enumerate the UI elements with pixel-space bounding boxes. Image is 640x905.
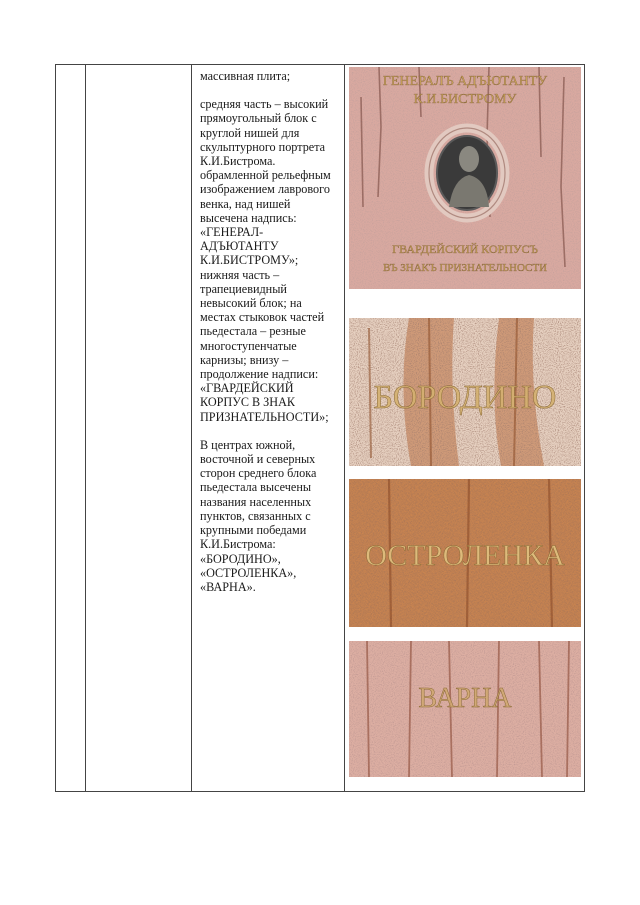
photo1-top-inscription-line1: ГЕНЕРАЛЪ АДЪЮТАНТУ xyxy=(382,74,548,89)
photo-ostrolenka xyxy=(349,479,581,627)
photo2-inscription: БОРОДИНО xyxy=(373,379,557,416)
portrait-medallion-icon xyxy=(437,136,497,210)
description-paragraph-1: массивная плита; xyxy=(200,69,291,83)
description-cell xyxy=(200,69,340,608)
photo-portrait-medallion xyxy=(349,67,581,289)
column-divider-3 xyxy=(344,65,345,791)
document-table xyxy=(55,64,585,792)
description-paragraph-3: В центрах южной, восточной и северных сторон среднего блока пьедестала высечены названия населенных пунктов, связанных с крупными победами К.И.Бистрома: «БОРОДИНО», «ОСТРОЛЕНКА», «ВАРНА». xyxy=(200,437,317,594)
photo1-top-inscription-line2: К.И.БИСТРОМУ xyxy=(413,92,517,107)
photo3-inscription: ОСТРОЛЕНКА xyxy=(365,539,565,572)
column-divider-1 xyxy=(85,65,86,791)
description-paragraph-2: средняя часть – высокий прямоугольный блок с круглой нишей для скульптурного портрета К.И.Бистрома. обрамленной рельефным изображением лаврового венка, над нишей высечена надпись: «ГЕНЕРАЛ-АДЪЮТАНТУ К.И.БИСТРОМУ»; нижняя часть – трапециевидный невысокий блок; на местах стыковок частей пьедестала – резные многоступенчатые карнизы; внизу – продолжение надписи: «ГВАРДЕЙСКИЙ КОРПУС В ЗНАК ПРИЗНАТЕЛЬНОСТИ»; xyxy=(200,97,331,424)
photo1-bottom-inscription-line2: ВЪ ЗНАКЪ ПРИЗНАТЕЛЬНОСТИ xyxy=(382,262,548,274)
photo4-inscription: ВАРНА xyxy=(418,683,512,714)
photo-varna xyxy=(349,641,581,777)
photo1-bottom-inscription-line1: ГВАРДЕЙСКИЙ КОРПУСЪ xyxy=(392,242,538,256)
photo-borodino xyxy=(349,318,581,466)
column-divider-2 xyxy=(191,65,192,791)
